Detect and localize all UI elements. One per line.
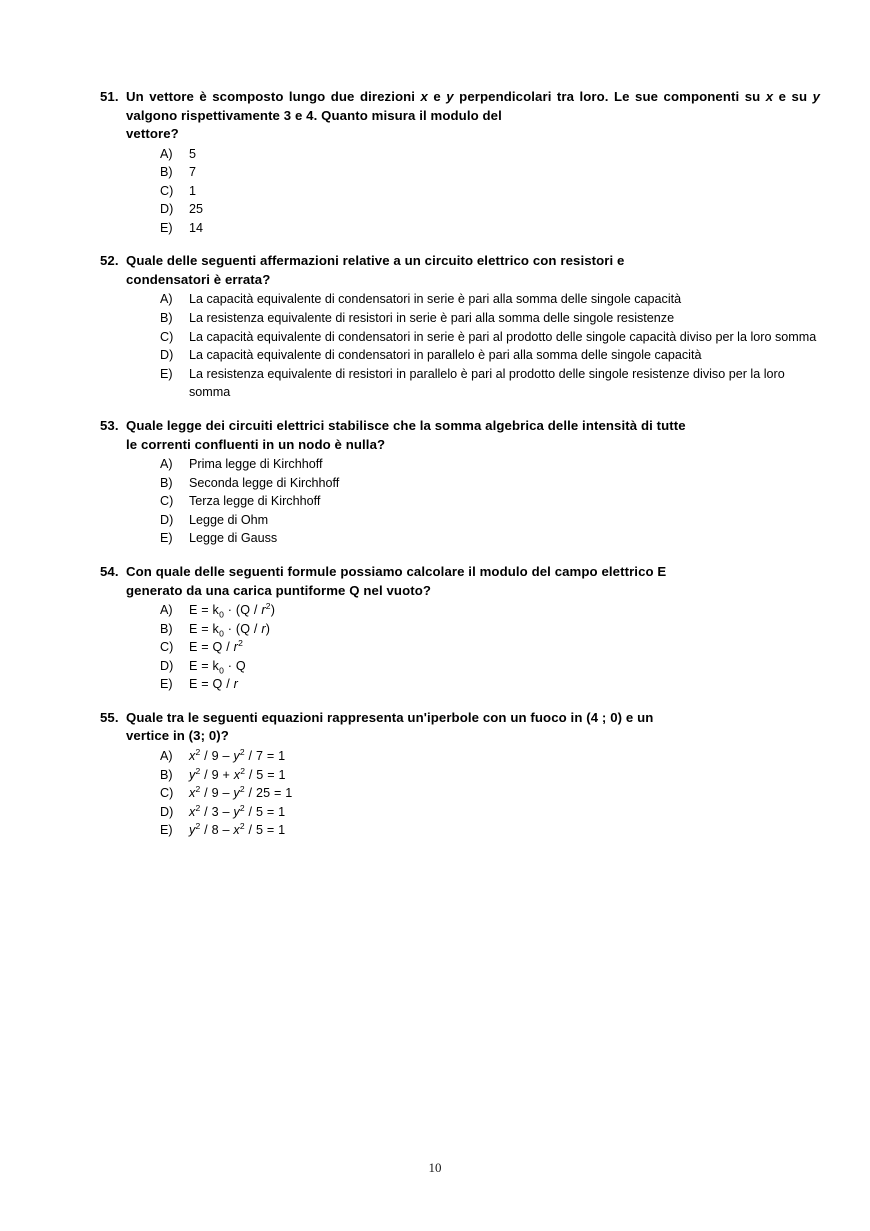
question-block-53 [100,417,820,548]
question-stem-last: vettore? [126,126,179,141]
options-list [100,747,820,840]
options-list [100,601,820,694]
option-letter: C) [160,183,174,198]
option-row[interactable] [160,620,820,639]
question-number: 52. [100,253,119,269]
question-stem-main: Quale legge dei circuiti elettrici stabilisce che la somma algebrica delle intensità di tutte [126,418,686,434]
option-text: Seconda legge di Kirchhoff [189,475,340,490]
option-letter: B) [160,621,173,636]
option-row[interactable] [160,163,820,182]
option-row[interactable] [160,219,820,238]
page-number: 10 [428,1160,442,1175]
option-row[interactable] [160,309,820,328]
option-row[interactable] [160,784,820,803]
option-text: 25 [189,202,204,217]
question-heading [100,563,820,600]
option-letter: D) [160,348,174,363]
option-letter: B) [160,475,173,490]
option-text: Prima legge di Kirchhoff [189,457,323,472]
question-block-54 [100,563,820,694]
option-text: La capacità equivalente di condensatori in serie è pari alla somma delle singole capacità [189,292,682,307]
option-row[interactable] [160,511,820,530]
question-number: 53. [100,418,119,434]
option-text: Legge di Gauss [189,531,278,546]
option-row[interactable] [160,821,820,840]
option-letter: D) [160,512,174,527]
options-list [100,455,820,548]
option-row[interactable] [160,365,820,402]
question-number: 51. [100,89,119,104]
question-stem-main: Con quale delle seguenti formule possiamo calcolare il modulo del campo elettrico E [126,564,667,579]
option-letter: B) [160,311,173,326]
option-row[interactable] [160,474,820,493]
option-text: $E = k_0 \cdot (Q / r^2)$ [189,600,276,620]
question-heading [100,417,820,454]
option-letter: C) [160,494,174,509]
option-text: $y^2 / 8 - x^2 / 5 = 1$ [189,821,286,838]
option-text: $E = k_0 \cdot (Q / r)$ [189,621,271,639]
question-stem-last: generato da una carica puntiforme Q nel vuoto? [126,582,432,598]
option-text: $E = k_0 \cdot Q$ [189,658,246,676]
option-text: Legge di Ohm [189,512,269,527]
option-letter: A) [160,457,173,472]
option-text: 1 [189,183,197,198]
option-row[interactable] [160,346,820,365]
option-letter: C) [160,640,174,655]
question-stem-main: Quale delle seguenti affermazioni relative a un circuito elettrico con resistori e [126,253,625,269]
question-text [126,709,820,746]
question-text [126,417,820,454]
option-row[interactable] [160,492,820,511]
option-row[interactable] [160,766,820,785]
question-block-55 [100,709,820,840]
option-text: $E = Q / r^2$ [189,638,244,655]
option-text: $x^2 / 3 - y^2 / 5 = 1$ [189,802,286,819]
question-number: 55. [100,709,119,725]
options-list [100,145,820,238]
option-row[interactable] [160,182,820,201]
question-number: 54. [100,564,119,579]
option-letter: B) [160,165,173,180]
option-row[interactable] [160,328,820,347]
questions-container [100,88,820,840]
option-letter: E) [160,677,173,692]
option-letter: E) [160,220,173,235]
question-block-51 [100,88,820,237]
option-letter: B) [160,767,173,782]
question-text [126,563,820,600]
option-letter: A) [160,146,173,161]
option-row[interactable] [160,675,820,694]
question-stem-last: le correnti confluenti in un nodo è nulla? [126,436,386,452]
option-text: La resistenza equivalente di resistori in serie è pari alla somma delle singole resistenze [189,311,675,326]
option-row[interactable] [160,290,820,309]
option-text: 5 [189,146,197,161]
option-letter: A) [160,292,173,307]
option-letter: C) [160,786,174,801]
question-stem-main: Quale tra le seguenti equazioni rappresenta un'iperbole con un fuoco in (4 ; 0) e un [126,709,654,725]
option-row[interactable] [160,529,820,548]
option-text: Terza legge di Kirchhoff [189,494,321,509]
question-heading [100,709,820,746]
question-heading [100,252,820,289]
options-list [100,290,820,402]
option-letter: A) [160,748,173,763]
option-text: E = Q / r [189,677,239,692]
option-row[interactable] [160,747,820,766]
option-text: La resistenza equivalente di resistori in parallelo è pari al prodotto delle singole resistenze diviso per la loro somma [189,366,785,400]
option-text: $x^2 / 9 - y^2 / 7 = 1$ [189,746,286,763]
option-letter: E) [160,366,173,381]
question-text [126,252,820,289]
option-text: La capacità equivalente di condensatori in serie è pari al prodotto delle singole capacità diviso per la loro somma [189,329,817,344]
question-block-52 [100,252,820,402]
option-text: La capacità equivalente di condensatori in parallelo è pari alla somma delle singole capacità [189,348,702,363]
option-text: $y^2 / 9 + x^2 / 5 = 1$ [189,765,286,782]
question-stem-main: Un vettore è scomposto lungo due direzioni x e y perpendicolari tra loro. Le sue componenti su x e su y valgono rispettivamente 3 e 4. Quanto misura il modulo del [126,89,820,123]
option-row[interactable] [160,601,820,620]
option-text: 14 [189,220,204,235]
option-letter: E) [160,531,173,546]
option-text: 7 [189,165,197,180]
option-letter: E) [160,823,173,838]
question-stem-last: vertice in (3; 0)? [126,728,229,744]
option-row[interactable] [160,200,820,219]
option-letter: D) [160,658,174,673]
option-letter: D) [160,202,174,217]
question-text [126,88,820,144]
question-heading [100,88,820,144]
option-row[interactable] [160,657,820,676]
option-letter: A) [160,603,173,617]
option-text: $x^2 / 9 - y^2 / 25 = 1$ [189,783,293,801]
option-row[interactable] [160,455,820,474]
question-stem-last: condensatori è errata? [126,271,271,287]
option-letter: C) [160,329,174,344]
option-row[interactable] [160,145,820,164]
option-row[interactable] [160,803,820,822]
option-row[interactable] [160,638,820,657]
option-letter: D) [160,804,174,819]
